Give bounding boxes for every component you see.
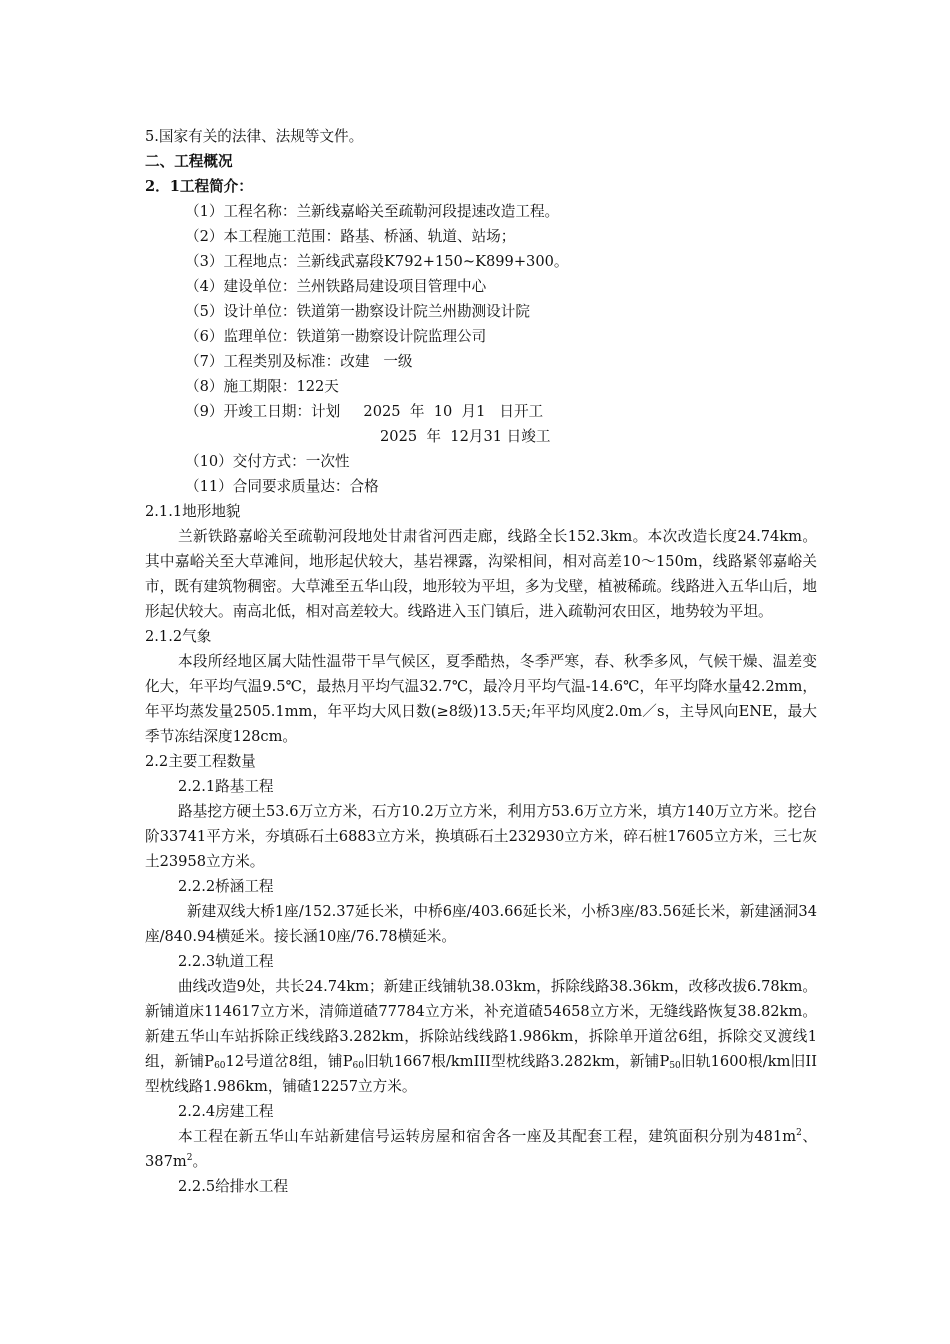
subsection-roadbed: 2.2.1路基工程 — [178, 778, 274, 795]
buildings-text-a: 本工程在新五华山车站新建信号运转房屋和宿舍各一座及其配套工程，建筑面积分别为481m — [178, 1128, 797, 1145]
track-text-b: 12号道岔8组，铺P — [225, 1053, 353, 1070]
area-unit-sup-1: 2 — [796, 1128, 802, 1138]
paragraph-bridges: 新建双线大桥1座/152.37延长米，中桥6座/403.66延长米，小桥3座/83.56延长米，新建涵洞34座/840.94横延米。接长涵10座/76.78横延米。 — [145, 903, 817, 945]
item-project-name: （1）工程名称：兰新线嘉峪关至疏勒河段提速改造工程。 — [185, 203, 560, 220]
buildings-text-b: 、387m — [145, 1128, 817, 1170]
subsection-terrain: 2.1.1地形地貌 — [145, 503, 241, 520]
item-duration: （8）施工期限：122天 — [185, 378, 339, 395]
subsection-water: 2.2.5给排水工程 — [178, 1178, 289, 1195]
line-laws: 5.国家有关的法律、法规等文件。 — [145, 128, 364, 145]
item-scope: （2）本工程施工范围：路基、桥涵、轨道、站场； — [185, 228, 516, 245]
item-category: （7）工程类别及标准：改建 一级 — [185, 353, 413, 370]
paragraph-roadbed: 路基挖方硬土53.6万立方米，石方10.2万立方米，利用方53.6万立方米，填方140万立方米。挖台阶33741平方米，夯填砾石土6883立方米，换填砾石土232930立方米，碎石桩17605立方米，三七灰土23958立方米。 — [145, 803, 817, 870]
track-text-c: 旧轨1667根/kmIII型枕线路3.282km，新铺P — [363, 1053, 670, 1070]
section-heading-intro: 2．1工程简介： — [145, 178, 253, 195]
item-supervisor: （6）监理单位：铁道第一勘察设计院监理公司 — [185, 328, 487, 345]
item-owner: （4）建设单位：兰州铁路局建设项目管理中心 — [185, 278, 487, 295]
subsection-track: 2.2.3轨道工程 — [178, 953, 274, 970]
paragraph-climate: 本段所经地区属大陆性温带干旱气候区，夏季酷热，冬季严寒，春、秋季多风，气候干燥、温差变化大，年平均气温9.5℃，最热月平均气温32.7℃，最冷月平均气温-14.6℃，年平均降水量42.2mm，年平均蒸发量2505.1mm，年平均大风日数(≥8级)13.5天;年平均风度2.0m／s，主导风向ENE，最大季节冻结深度128cm。 — [145, 653, 817, 745]
item-designer: （5）设计单位：铁道第一勘察设计院兰州勘测设计院 — [185, 303, 530, 320]
paragraph-track — [145, 974, 817, 1099]
subsection-bridges: 2.2.2桥涵工程 — [178, 878, 274, 895]
item-dates-start: （9）开竣工日期：计划 2025 年 10 月1 日开工 — [185, 403, 544, 420]
item-delivery: （10）交付方式：一次性 — [185, 453, 350, 470]
item-location: （3）工程地点：兰新线武嘉段K792+150~K899+300。 — [185, 253, 569, 270]
track-text-a: 曲线改造9处，共长24.74km；新建正线铺轨38.03km，拆除线路38.36km，改移改拔6.78km。新铺道床114617立方米，清筛道碴77784立方米，补充道碴54658立方米，无缝线路恢复38.82km。新建五华山车站拆除正线线路3.282km，拆除站线线路1.986km，拆除单开道岔6组，拆除交叉渡线1组，新铺P — [145, 978, 817, 1070]
paragraph-terrain: 兰新铁路嘉峪关至疏勒河段地处甘肃省河西走廊，线路全长152.3km。本次改造长度24.74km。其中嘉峪关至大草滩间，地形起伏较大，基岩裸露，沟梁相间，相对高差10～150m，线路紧邻嘉峪关市，既有建筑物稠密。大草滩至五华山段，地形较为平坦，多为戈壁，植被稀疏。线路进入五华山后，地形起伏较大。南高北低，相对高差较大。线路进入玉门镇后，进入疏勒河农田区，地势较为平坦。 — [145, 528, 817, 620]
item-dates-end: 2025 年 12月31 日竣工 — [380, 428, 551, 445]
subsection-quantities: 2.2主要工程数量 — [145, 753, 256, 770]
track-rail-sub-2: 60 — [352, 1061, 364, 1071]
item-quality: （11）合同要求质量达：合格 — [185, 478, 379, 495]
subsection-buildings: 2.2.4房建工程 — [178, 1103, 274, 1120]
track-rail-sub-1: 60 — [214, 1061, 226, 1071]
track-rail-sub-3: 50 — [669, 1061, 681, 1071]
buildings-text-c: 。 — [192, 1153, 208, 1170]
track-text-d: 旧轨1600根/km旧II型枕线路1.986km，铺碴12257立方米。 — [145, 1053, 817, 1095]
paragraph-buildings — [145, 1124, 817, 1174]
area-unit-sup-2: 2 — [186, 1153, 193, 1163]
document-body — [145, 124, 817, 1199]
subsection-climate: 2.1.2气象 — [145, 628, 212, 645]
section-heading-overview: 二、工程概况 — [145, 153, 233, 170]
